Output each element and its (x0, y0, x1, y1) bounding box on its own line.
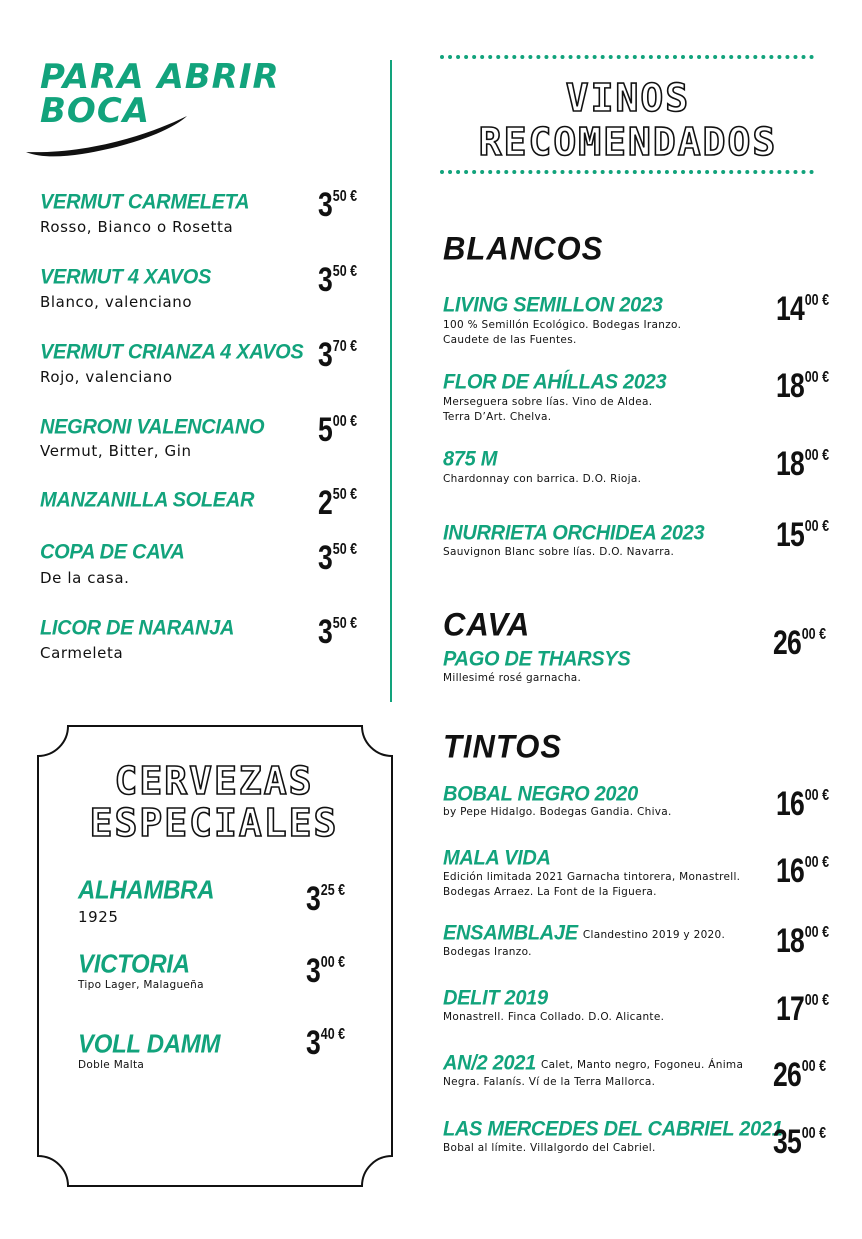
item-inline-desc: Calet, Manto negro, Fogoneu. Ánima (541, 1059, 744, 1071)
item-desc: Chardonnay con barrica. D.O. Rioja. (443, 473, 642, 485)
item-name-row (443, 1051, 743, 1074)
item-inline-desc: Clandestino 2019 y 2020. (582, 929, 726, 941)
item-price: 1800 € (776, 445, 830, 483)
title-line-1: CERVEZAS (114, 759, 314, 803)
title-line-2: ESPECIALES (89, 801, 339, 845)
item-name: MANZANILLA SOLEAR (40, 488, 255, 512)
title-line-2: RECOMENDADOS (478, 120, 778, 164)
item-price: 3500 € (773, 1123, 827, 1161)
item-name-row (443, 921, 725, 944)
item-name: DELIT 2019 (443, 986, 548, 1010)
item-price: 340 € (306, 1024, 346, 1062)
item-desc: Bobal al límite. Villalgordo del Cabriel. (443, 1142, 656, 1154)
item-price: 500 € (318, 411, 358, 449)
item-desc: Vermut, Bitter, Gin (40, 442, 192, 460)
dotted-rule-top (440, 55, 814, 59)
item-desc: Negra. Falanís. Ví de la Terra Mallorca. (443, 1076, 656, 1088)
item-name: PAGO DE THARSYS (443, 647, 631, 671)
item-name: MALA VIDA (443, 846, 551, 870)
item-desc: Merseguera sobre lías. Vino de Aldea. Terra D’Art. Chelva. (443, 396, 653, 423)
title-line-1: PARA ABRIR (40, 57, 280, 97)
item-name: LIVING SEMILLON 2023 (443, 293, 663, 317)
item-desc: Rojo, valenciano (40, 368, 173, 386)
item-desc: Monastrell. Finca Collado. D.O. Alicante. (443, 1011, 665, 1023)
item-price: 1800 € (776, 922, 830, 960)
item-desc: Rosso, Bianco o Rosetta (40, 218, 234, 236)
item-desc: Millesimé rosé garnacha. (443, 672, 582, 684)
item-name: VOLL DAMM (78, 1030, 221, 1060)
item-name: AN/2 2021 (443, 1051, 536, 1075)
item-name: NEGRONI VALENCIANO (40, 415, 265, 439)
cava-heading: CAVA (443, 606, 531, 643)
item-price: 300 € (306, 952, 346, 990)
item-desc: 100 % Semillón Ecológico. Bodegas Iranzo. Caudete de las Fuentes. (443, 319, 682, 346)
item-price: 350 € (318, 261, 358, 299)
item-name: BOBAL NEGRO 2020 (443, 782, 638, 806)
wine-section-title (436, 76, 820, 164)
item-name: ALHAMBRA (78, 876, 215, 906)
brush-stroke-decoration (22, 108, 192, 160)
item-desc: Bodegas Iranzo. (443, 946, 532, 958)
column-divider (390, 60, 392, 702)
item-desc: Sauvignon Blanc sobre lías. D.O. Navarra. (443, 546, 675, 558)
item-price: 350 € (318, 613, 358, 651)
item-price: 2600 € (773, 1056, 827, 1094)
item-name: LICOR DE NARANJA (40, 616, 235, 640)
item-price: 1500 € (776, 516, 830, 554)
item-name: VERMUT CRIANZA 4 XAVOS (40, 340, 304, 364)
item-name: VICTORIA (78, 950, 190, 980)
item-price: 350 € (318, 186, 358, 224)
item-price: 250 € (318, 484, 358, 522)
item-name: ENSAMBLAJE (443, 921, 578, 945)
item-price: 370 € (318, 336, 358, 374)
dotted-rule-bottom (440, 170, 814, 174)
item-price: 1700 € (776, 990, 830, 1028)
item-price: 1400 € (776, 290, 830, 328)
item-name: 875 M (443, 447, 498, 471)
beer-section-title (62, 760, 366, 844)
tintos-heading: TINTOS (443, 728, 563, 765)
item-desc: Carmeleta (40, 644, 124, 662)
item-name: VERMUT CARMELETA (40, 190, 250, 214)
item-name: VERMUT 4 XAVOS (40, 265, 212, 289)
item-price: 350 € (318, 539, 358, 577)
item-desc: Blanco, valenciano (40, 293, 193, 311)
item-price: 1800 € (776, 367, 830, 405)
item-desc: Tipo Lager, Malagueña (78, 979, 204, 991)
item-desc: Edición limitada 2021 Garnacha tintorera, Monastrell. Bodegas Arraez. La Font de la Figuera. (443, 871, 741, 898)
item-price: 1600 € (776, 852, 830, 890)
item-desc: by Pepe Hidalgo. Bodegas Gandia. Chiva. (443, 806, 672, 818)
item-name: FLOR DE AHÍLLAS 2023 (443, 370, 667, 394)
item-name: COPA DE CAVA (40, 540, 185, 564)
item-desc: 1925 (78, 908, 119, 926)
title-line-2: BOCA (40, 91, 151, 131)
blancos-heading: BLANCOS (443, 230, 604, 267)
item-desc: Doble Malta (78, 1059, 145, 1071)
item-price: 1600 € (776, 785, 830, 823)
title-line-1: VINOS (565, 76, 691, 120)
item-desc: De la casa. (40, 569, 130, 587)
item-price: 2600 € (773, 624, 827, 662)
item-name: INURRIETA ORCHIDEA 2023 (443, 521, 705, 545)
item-price: 325 € (306, 880, 346, 918)
item-name: LAS MERCEDES DEL CABRIEL 2021 (443, 1117, 783, 1141)
